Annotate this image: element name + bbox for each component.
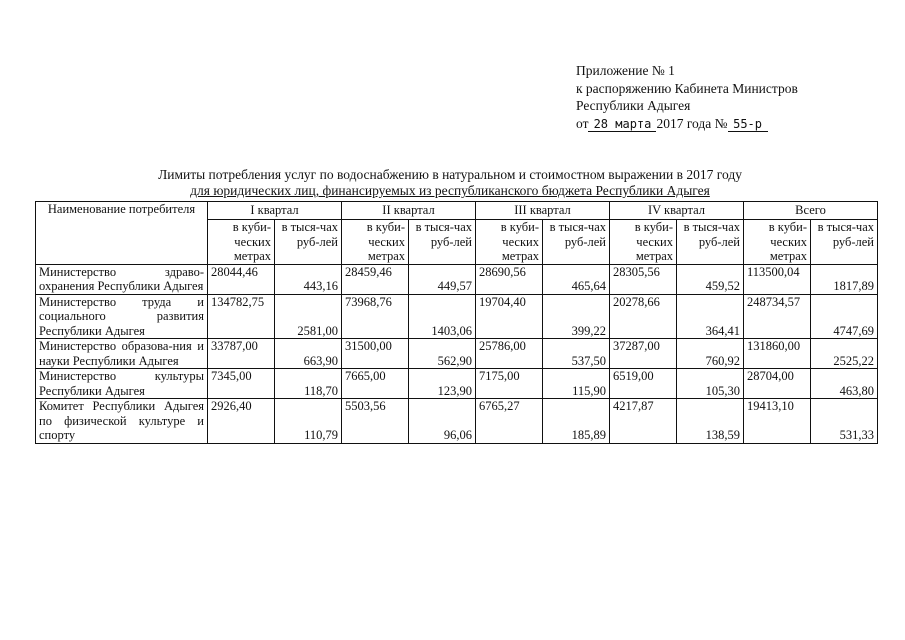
- total-volume-cell: 113500,04: [744, 264, 811, 294]
- cost-cell: 105,30: [677, 369, 744, 399]
- volume-cell: 2926,40: [208, 399, 275, 444]
- volume-cell: 7345,00: [208, 369, 275, 399]
- total-volume-cell: 131860,00: [744, 339, 811, 369]
- table-row: [36, 399, 878, 444]
- document-title: [100, 167, 800, 199]
- cost-unit-header: в тыся-чах руб-лей: [275, 220, 342, 265]
- cost-cell: 537,50: [543, 339, 610, 369]
- cost-cell: 663,90: [275, 339, 342, 369]
- quarter-1-header: I квартал: [208, 202, 342, 220]
- volume-unit-header: в куби-ческих метрах: [744, 220, 811, 265]
- title-line-2: для юридических лиц, финансируемых из республиканского бюджета Республики Адыгея: [190, 183, 710, 198]
- cost-cell: 760,92: [677, 339, 744, 369]
- cost-cell: 138,59: [677, 399, 744, 444]
- cost-cell: 364,41: [677, 294, 744, 339]
- table-row: [36, 369, 878, 399]
- consumer-name: Министерство труда и социального развития Республики Адыгея: [36, 294, 208, 339]
- volume-cell: 4217,87: [610, 399, 677, 444]
- cost-unit-header: в тыся-чах руб-лей: [543, 220, 610, 265]
- volume-cell: 134782,75: [208, 294, 275, 339]
- cost-cell: 443,16: [275, 264, 342, 294]
- quarter-2-header: II квартал: [342, 202, 476, 220]
- volume-cell: 28459,46: [342, 264, 409, 294]
- year-text: 2017 года №: [656, 115, 728, 131]
- appendix-republic: Республики Адыгея: [576, 98, 691, 113]
- appendix-block: [576, 62, 798, 132]
- total-volume-cell: 248734,57: [744, 294, 811, 339]
- volume-cell: 28044,46: [208, 264, 275, 294]
- volume-cell: 25786,00: [476, 339, 543, 369]
- header-row-quarters: [36, 202, 878, 220]
- cost-cell: 465,64: [543, 264, 610, 294]
- cost-cell: 562,90: [409, 339, 476, 369]
- volume-unit-header: в куби-ческих метрах: [208, 220, 275, 265]
- quarter-4-header: IV квартал: [610, 202, 744, 220]
- cost-unit-header: в тыся-чах руб-лей: [811, 220, 878, 265]
- table-row: [36, 294, 878, 339]
- date-field: 28 марта: [588, 118, 656, 132]
- cost-cell: 185,89: [543, 399, 610, 444]
- total-cost-cell: 2525,22: [811, 339, 878, 369]
- cost-cell: 449,57: [409, 264, 476, 294]
- quarter-3-header: III квартал: [476, 202, 610, 220]
- cost-cell: 115,90: [543, 369, 610, 399]
- consumer-name: Министерство образова-ния и науки Республики Адыгея: [36, 339, 208, 369]
- total-cost-cell: 531,33: [811, 399, 878, 444]
- volume-cell: 28305,56: [610, 264, 677, 294]
- cost-cell: 110,79: [275, 399, 342, 444]
- consumer-name-header: Наименование потребителя: [36, 202, 208, 265]
- total-volume-cell: 19413,10: [744, 399, 811, 444]
- volume-unit-header: в куби-ческих метрах: [342, 220, 409, 265]
- order-number-field: 55-р: [728, 118, 768, 132]
- cost-cell: 118,70: [275, 369, 342, 399]
- volume-cell: 19704,40: [476, 294, 543, 339]
- total-cost-cell: 1817,89: [811, 264, 878, 294]
- consumer-name: Министерство культуры Республики Адыгея: [36, 369, 208, 399]
- volume-cell: 37287,00: [610, 339, 677, 369]
- volume-cell: 5503,56: [342, 399, 409, 444]
- appendix-title: Приложение № 1: [576, 63, 675, 78]
- cost-cell: 1403,06: [409, 294, 476, 339]
- volume-cell: 20278,66: [610, 294, 677, 339]
- total-cost-cell: 4747,69: [811, 294, 878, 339]
- cost-unit-header: в тыся-чах руб-лей: [677, 220, 744, 265]
- volume-cell: 31500,00: [342, 339, 409, 369]
- cost-cell: 123,90: [409, 369, 476, 399]
- volume-cell: 6519,00: [610, 369, 677, 399]
- volume-cell: 28690,56: [476, 264, 543, 294]
- total-cost-cell: 463,80: [811, 369, 878, 399]
- cost-cell: 399,22: [543, 294, 610, 339]
- date-prefix: от: [576, 115, 589, 131]
- volume-cell: 7665,00: [342, 369, 409, 399]
- volume-unit-header: в куби-ческих метрах: [476, 220, 543, 265]
- consumer-name: Комитет Республики Адыгея по физической культуре и спорту: [36, 399, 208, 444]
- volume-cell: 7175,00: [476, 369, 543, 399]
- total-header: Всего: [744, 202, 878, 220]
- total-volume-cell: 28704,00: [744, 369, 811, 399]
- volume-cell: 73968,76: [342, 294, 409, 339]
- volume-cell: 6765,27: [476, 399, 543, 444]
- appendix-date-line: [576, 115, 798, 133]
- cost-cell: 96,06: [409, 399, 476, 444]
- volume-unit-header: в куби-ческих метрах: [610, 220, 677, 265]
- cost-cell: 2581,00: [275, 294, 342, 339]
- volume-cell: 33787,00: [208, 339, 275, 369]
- consumer-name: Министерство здраво-охранения Республики Адыгея: [36, 264, 208, 294]
- limits-table: [35, 201, 878, 444]
- table-row: [36, 339, 878, 369]
- appendix-order-ref: к распоряжению Кабинета Министров: [576, 80, 798, 96]
- title-line-1: Лимиты потребления услуг по водоснабжению в натуральном и стоимостном выражении в 2017 году: [158, 167, 742, 182]
- cost-unit-header: в тыся-чах руб-лей: [409, 220, 476, 265]
- cost-cell: 459,52: [677, 264, 744, 294]
- table-row: [36, 264, 878, 294]
